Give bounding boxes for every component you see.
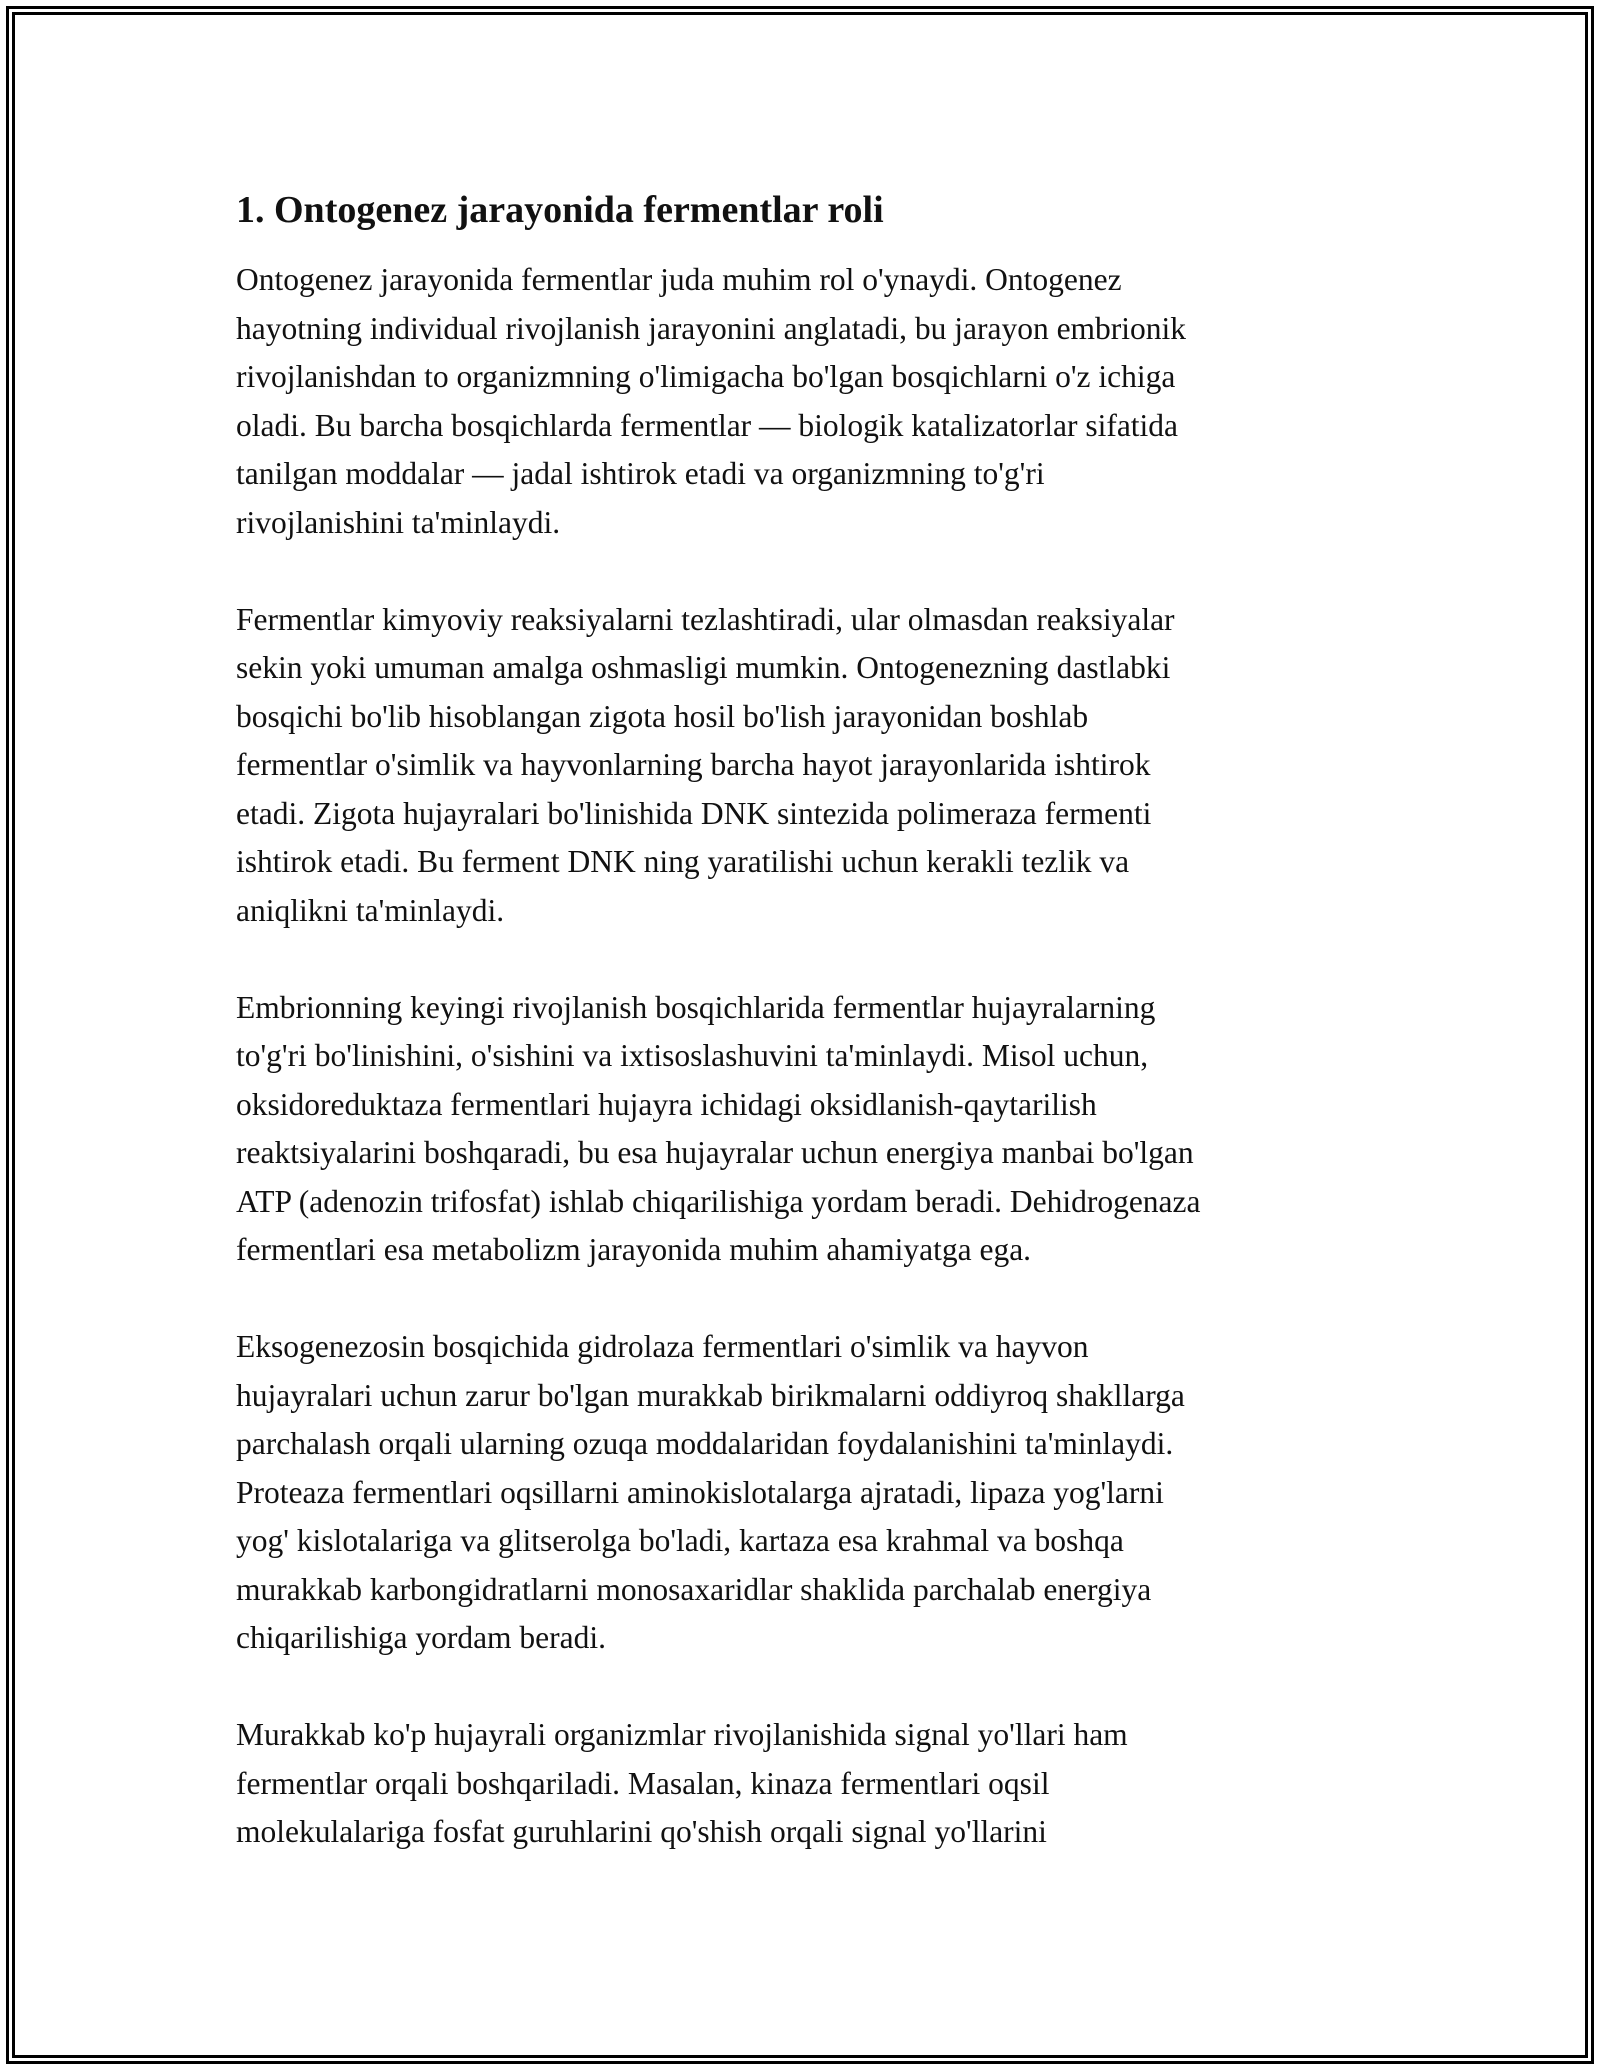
text-line: molekulalariga fosfat guruhlarini qo'shish orqali signal yo'llarini bbox=[236, 1814, 1047, 1849]
text-line: etadi. Zigota hujayralari bo'linishida DNK sintezida polimeraza fermenti bbox=[236, 795, 1152, 831]
text-line: ATP (adenozin trifosfat) ishlab chiqarilishiga yordam beradi. Dehidrogenaza bbox=[236, 1183, 1201, 1219]
text-line: rivojlanishini ta'minlaydi. bbox=[236, 504, 561, 540]
text-line: Proteaza fermentlari oqsillarni aminokislotalarga ajratadi, lipaza yog'larni bbox=[236, 1474, 1164, 1510]
text-line: oksidoreduktaza fermentlari hujayra ichidagi oksidlanish-qaytarilish bbox=[236, 1086, 1097, 1122]
paragraph-1 bbox=[236, 256, 1366, 547]
document-body bbox=[236, 186, 1366, 1905]
text-line: sekin yoki umuman amalga oshmasligi mumkin. Ontogenezning dastlabki bbox=[236, 650, 1171, 685]
text-line: Ontogenez jarayonida fermentlar juda muhim rol o'ynaydi. Ontogenez bbox=[236, 262, 1122, 297]
text-line: fermentlari esa metabolizm jarayonida muhim ahamiyatga ega. bbox=[236, 1232, 1032, 1267]
text-line: hujayralari uchun zarur bo'lgan murakkab birikmalarni oddiyroq shakllarga bbox=[236, 1377, 1185, 1413]
text-line: hayotning individual rivojlanish jarayonini anglatadi, bu jarayon embrionik bbox=[236, 310, 1187, 346]
text-line: Fermentlar kimyoviy reaksiyalarni tezlashtiradi, ular olmasdan reaksiyalar bbox=[236, 601, 1175, 637]
text-line: chiqarilishiga yordam beradi. bbox=[236, 1620, 607, 1655]
text-line: murakkab karbongidratlarni monosaxaridlar shaklida parchalab energiya bbox=[236, 1571, 1152, 1607]
text-line: ishtirok etadi. Bu ferment DNK ning yaratilishi uchun kerakli tezlik va bbox=[236, 844, 1130, 879]
paragraph-4 bbox=[236, 1323, 1366, 1663]
text-line: bosqichi bo'lib hisoblangan zigota hosil bo'lish jarayonidan boshlab bbox=[236, 698, 1089, 734]
text-line: aniqlikni ta'minlaydi. bbox=[236, 892, 505, 928]
text-line: reaktsiyalarini boshqaradi, bu esa hujayralar uchun energiya manbai bo'lgan bbox=[236, 1135, 1194, 1170]
text-line: yog' kislotalariga va glitserolga bo'ladi, kartaza esa krahmal va boshqa bbox=[236, 1523, 1124, 1558]
text-line: Embrionning keyingi rivojlanish bosqichlarida fermentlar hujayralarning bbox=[236, 989, 1156, 1025]
paragraph-5 bbox=[236, 1711, 1366, 1857]
paragraph-3 bbox=[236, 984, 1366, 1275]
text-line: to'g'ri bo'linishini, o'sishini va ixtisoslashuvini ta'minlaydi. Misol uchun, bbox=[236, 1038, 1149, 1073]
text-line: parchalash orqali ularning ozuqa moddalaridan foydalanishini ta'minlaydi. bbox=[236, 1426, 1174, 1461]
text-line: fermentlar o'simlik va hayvonlarning barcha hayot jarayonlarida ishtirok bbox=[236, 747, 1151, 782]
text-line: Murakkab ko'p hujayrali organizmlar rivojlanishida signal yo'llari ham bbox=[236, 1717, 1128, 1752]
text-line: oladi. Bu barcha bosqichlarda fermentlar — biologik katalizatorlar sifatida bbox=[236, 407, 1179, 443]
paragraph-2 bbox=[236, 596, 1366, 936]
text-line: fermentlar orqali boshqariladi. Masalan, kinaza fermentlari oqsil bbox=[236, 1765, 1050, 1801]
text-line: Eksogenezosin bosqichida gidrolaza fermentlari o'simlik va hayvon bbox=[236, 1329, 1089, 1364]
text-line: rivojlanishdan to organizmning o'limigacha bo'lgan bosqichlarni o'z ichiga bbox=[236, 359, 1176, 394]
section-title: 1. Ontogenez jarayonida fermentlar roli bbox=[236, 189, 884, 231]
text-line: tanilgan moddalar — jadal ishtirok etadi va organizmning to'g'ri bbox=[236, 456, 1045, 491]
